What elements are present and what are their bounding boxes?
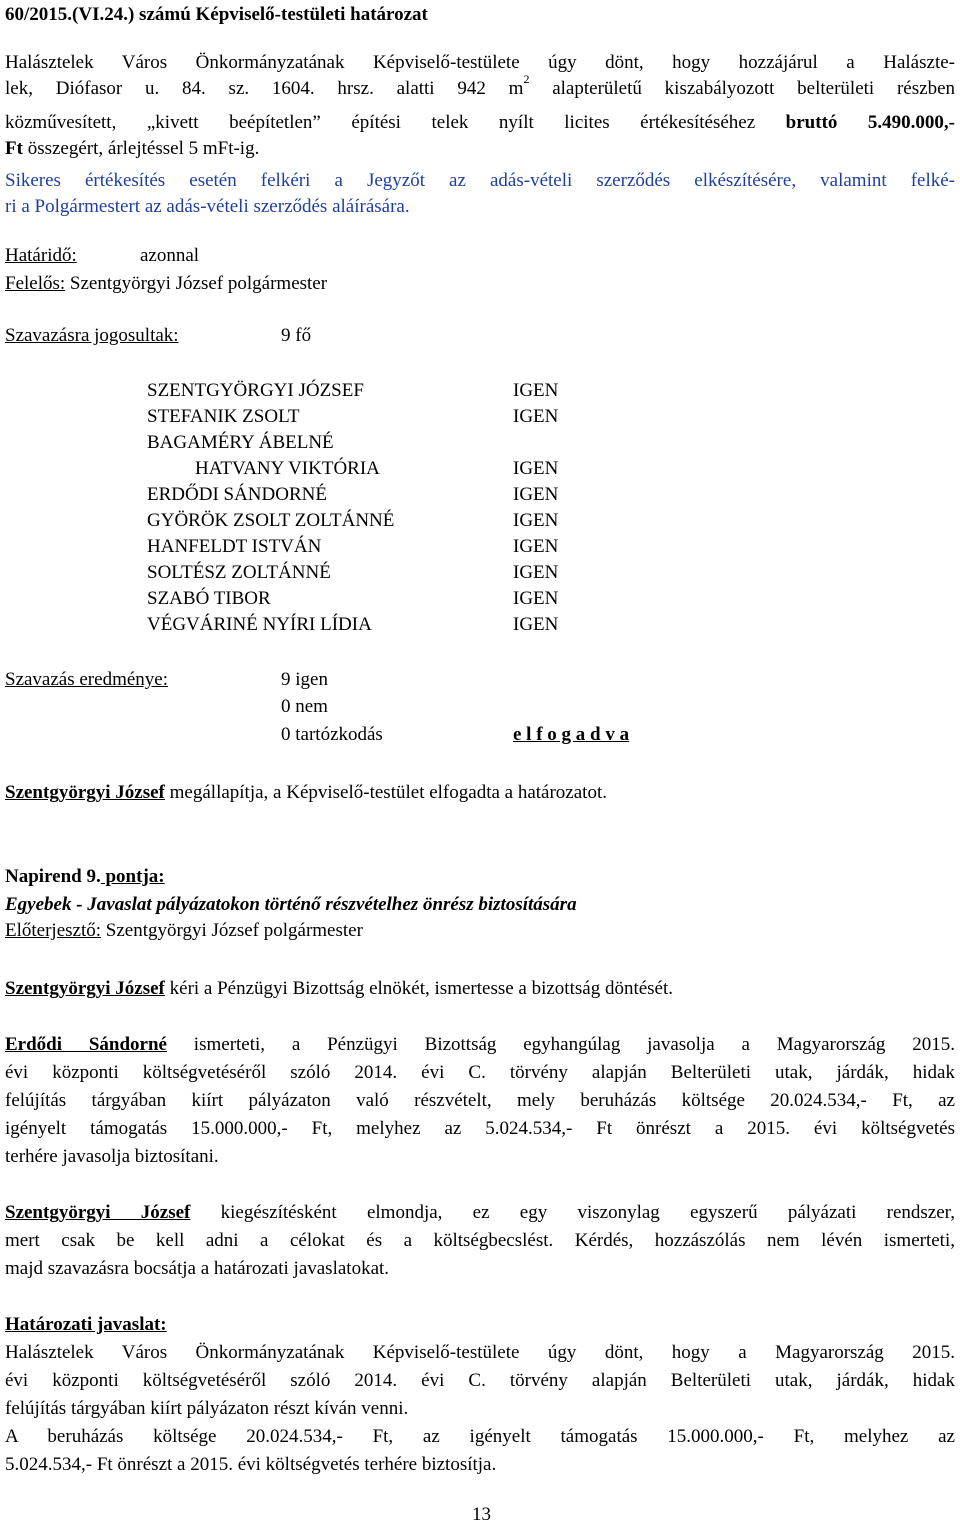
vote-value: IGEN — [513, 406, 559, 427]
eligible-value: 9 fő — [281, 325, 312, 346]
vote-value: IGEN — [513, 510, 559, 531]
resolution-text-line: Halásztelek Város Önkormányzatának Képviselő-testülete úgy dönt, hogy hozzájárul a Halászte- — [5, 52, 955, 73]
responsible-row — [5, 273, 327, 295]
paragraph-line: Szentgyörgyi József kéri a Pénzügyi Bizottság elnökét, ismertesse a bizottság döntését. — [5, 978, 674, 999]
paragraph-line: mert csak be kell adni a célokat és a költségbecslést. Kérdés, hozzászólás nem lévén ismerteti, — [5, 1230, 955, 1251]
paragraph-line: terhére javasolja biztosítani. — [5, 1146, 219, 1167]
vote-member-name: SZABÓ TIBOR — [147, 588, 271, 609]
presenter-line: Előterjesztő: Szentgyörgyi József polgármester — [5, 920, 363, 941]
responsible-label: Felelős: — [5, 273, 66, 294]
result-no: 0 nem — [281, 696, 328, 717]
proposal-line: 5.024.534,- Ft önrészt a 2015. évi költségvetés terhére biztosítja. — [5, 1454, 497, 1475]
vote-value: IGEN — [513, 484, 559, 505]
resolution-heading: 60/2015.(VI.24.) számú Képviselő-testületi határozat — [5, 4, 428, 25]
paragraph-line: igényelt támogatás 15.000.000,- Ft, melyhez az 5.024.534,- Ft önrészt a 2015. évi költségvetés — [5, 1118, 955, 1139]
vote-member-name: STEFANIK ZSOLT — [147, 406, 300, 427]
page-number: 13 — [472, 1504, 491, 1525]
vote-member-name: ERDŐDI SÁNDORNÉ — [147, 484, 327, 505]
paragraph-line: majd szavazásra bocsátja a határozati javaslatokat. — [5, 1258, 390, 1279]
statement-line: Szentgyörgyi József megállapítja, a Képviselő-testület elfogadta a határozatot. — [5, 782, 607, 803]
result-outcome: e l f o g a d v a — [513, 724, 630, 745]
eligible-row — [5, 325, 312, 347]
speaker-name: Erdődi Sándorné — [5, 1034, 167, 1055]
agenda-label: Napirend 9. pontja: — [5, 866, 165, 887]
vote-value: IGEN — [513, 380, 559, 401]
vote-value: IGEN — [513, 458, 559, 479]
vote-member-name: HATVANY VIKTÓRIA — [195, 458, 380, 479]
vote-value: IGEN — [513, 536, 559, 557]
proposal-line: felújítás tárgyában kiírt pályázaton részt kíván venni. — [5, 1398, 409, 1419]
responsible-value: Szentgyörgyi József polgármester — [65, 273, 328, 294]
speaker-name: Szentgyörgyi József — [5, 978, 165, 999]
vote-member-name: BAGAMÉRY ÁBELNÉ — [147, 432, 334, 453]
speaker-name: Szentgyörgyi József — [5, 1202, 191, 1223]
proposal-line: A beruházás költsége 20.024.534,- Ft, az igényelt támogatás 15.000.000,- Ft, melyhez az — [5, 1426, 955, 1447]
agenda-title: Egyebek - Javaslat pályázatokon történő részvételhez önrész biztosítására — [5, 894, 577, 915]
result-yes: 9 igen — [281, 669, 328, 690]
paragraph-line: felújítás tárgyában kiírt pályázaton való részvételt, mely beruházás költsége 20.024.534,- Ft, az — [5, 1090, 955, 1111]
vote-member-name: SOLTÉSZ ZOLTÁNNÉ — [147, 562, 331, 583]
resolution-text-line: lek, Diófasor u. 84. sz. 1604. hrsz. alatti 942 $m^2$ alapterületű kiszabályozott belterületi részben — [5, 71, 956, 99]
paragraph-line: Szentgyörgyi József kiegészítésként elmondja, ez egy viszonylag egyszerű pályázati rendszer, — [5, 1202, 955, 1223]
resolution-text-line: Sikeres értékesítés esetén felkéri a Jegyzőt az adás-vételi szerződés elkészítésére, valamint felké- — [5, 170, 955, 191]
vote-value: IGEN — [513, 614, 559, 635]
vote-member-name: VÉGVÁRINÉ NYÍRI LÍDIA — [147, 614, 372, 635]
vote-member-name: SZENTGYÖRGYI JÓZSEF — [147, 380, 364, 401]
result-label: Szavazás eredménye: — [5, 669, 168, 690]
resolution-text-line: ri a Polgármestert az adás-vételi szerződés aláírására. — [5, 196, 410, 217]
paragraph-line: évi központi költségvetéséről szóló 2014. évi C. törvény alapján Belterületi utak, járdák, hidak — [5, 1062, 955, 1083]
eligible-label: Szavazásra jogosultak: — [5, 325, 179, 346]
superscript-2: 2 — [523, 71, 530, 86]
vote-value: IGEN — [513, 562, 559, 583]
proposal-line: évi központi költségvetéséről szóló 2014. évi C. törvény alapján Belterületi utak, járdák, hidak — [5, 1370, 955, 1391]
deadline-row — [5, 245, 200, 267]
deadline-value: azonnal — [140, 245, 200, 266]
paragraph-line: Erdődi Sándorné ismerteti, a Pénzügyi Bizottság egyhangúlag javasolja a Magyarország 2015. — [5, 1034, 955, 1055]
resolution-text-line: Ft összegért, árlejtéssel 5 mFt-ig. — [5, 138, 260, 159]
deadline-label: Határidő: — [5, 245, 77, 266]
resolution-text-line: közművesített, „kivett beépítetlen” építési telek nyílt licites értékesítéséhez bruttó 5.490.000,- — [5, 112, 955, 133]
speaker-name: Szentgyörgyi József — [5, 782, 165, 803]
proposal-label: Határozati javaslat: — [5, 1314, 167, 1335]
proposal-line: Halásztelek Város Önkormányzatának Képviselő-testülete úgy dönt, hogy a Magyarország 2015. — [5, 1342, 955, 1363]
vote-member-name: HANFELDT ISTVÁN — [147, 536, 322, 557]
gross-price: bruttó 5.490.000,- — [785, 112, 955, 133]
vote-value: IGEN — [513, 588, 559, 609]
result-abstain: 0 tartózkodás — [281, 724, 383, 745]
vote-member-name: GYÖRÖK ZSOLT ZOLTÁNNÉ — [147, 510, 395, 531]
